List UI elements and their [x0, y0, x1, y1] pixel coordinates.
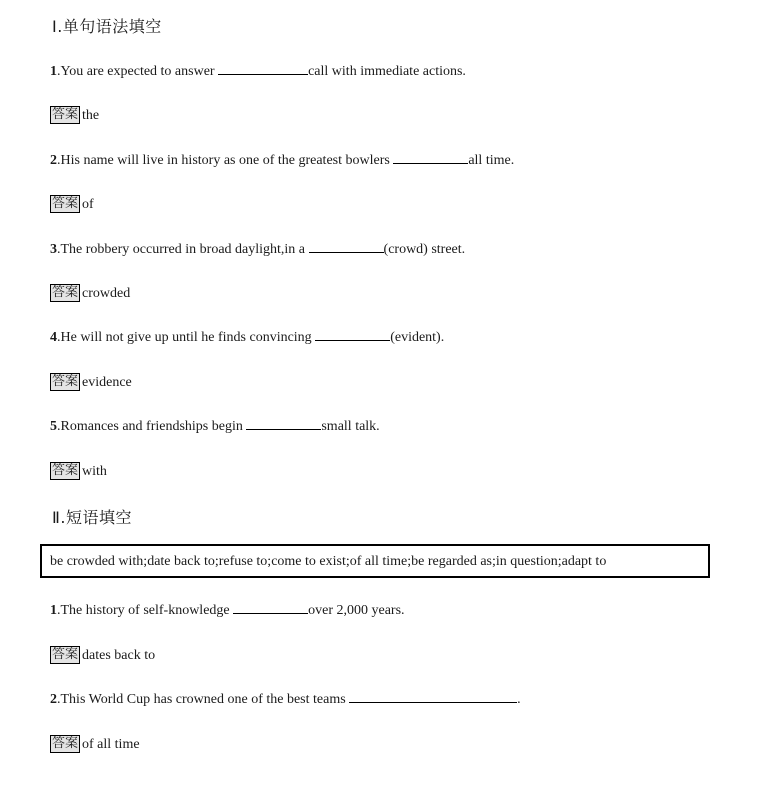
question-number: 4 — [50, 330, 57, 345]
question-1 — [50, 62, 466, 80]
answer-text: dates back to — [82, 648, 156, 663]
answer-5 — [50, 462, 107, 480]
answer-text: with — [82, 464, 107, 479]
question-text-after: call with immediate actions. — [308, 64, 466, 79]
answer-blank — [218, 62, 308, 75]
answer-blank — [246, 417, 321, 430]
question-text-before: .The history of self-knowledge — [57, 603, 234, 618]
answer-label: 答案 — [52, 647, 79, 662]
question-text-after: . — [517, 692, 521, 707]
answer-blank — [393, 151, 468, 164]
answer-text: the — [82, 108, 100, 123]
question-text-before: .His name will live in history as one of the greatest bowlers — [57, 153, 394, 168]
answer-text: of — [82, 197, 94, 212]
question-2 — [50, 151, 514, 169]
question-text-after: over 2,000 years. — [308, 603, 405, 618]
answer-text: evidence — [82, 375, 132, 390]
question-text-after: (crowd) street. — [383, 242, 466, 257]
question-4 — [50, 328, 444, 346]
phrase-question-2 — [50, 690, 521, 708]
question-number: 1 — [50, 64, 57, 79]
phrase-bank-text: be crowded with;date back to;refuse to;come to exist;of all time;be regarded as;in question;adapt to — [50, 554, 607, 569]
question-text-before: .This World Cup has crowned one of the best teams — [57, 692, 350, 707]
question-number: 5 — [50, 419, 57, 434]
section-1-heading: Ⅰ.单句语法填空 — [52, 17, 162, 36]
question-number: 2 — [50, 153, 57, 168]
answer-label: 答案 — [52, 196, 79, 211]
answer-label: 答案 — [52, 374, 79, 389]
question-5 — [50, 417, 380, 435]
question-text-after: all time. — [468, 153, 515, 168]
answer-2 — [50, 195, 94, 213]
answer-text: crowded — [82, 286, 131, 301]
question-text-after: small talk. — [321, 419, 380, 434]
answer-4 — [50, 373, 132, 391]
question-text-before: .He will not give up until he finds convincing — [57, 330, 316, 345]
phrase-answer-2 — [50, 735, 140, 753]
answer-1 — [50, 106, 99, 124]
question-text-before: .You are expected to answer — [57, 64, 219, 79]
phrase-bank-box — [40, 544, 710, 578]
section-2-heading: Ⅱ.短语填空 — [52, 508, 132, 527]
phrase-question-1 — [50, 601, 405, 619]
answer-label: 答案 — [52, 285, 79, 300]
answer-label: 答案 — [52, 736, 79, 751]
answer-text: of all time — [82, 737, 140, 752]
question-text-before: .The robbery occurred in broad daylight,in a — [57, 242, 309, 257]
question-text-after: (evident). — [390, 330, 445, 345]
question-text-before: .Romances and friendships begin — [57, 419, 247, 434]
question-number: 2 — [50, 692, 57, 707]
answer-blank — [233, 601, 308, 614]
question-number: 3 — [50, 242, 57, 257]
phrase-answer-1 — [50, 646, 155, 664]
answer-blank — [309, 240, 384, 253]
question-3 — [50, 240, 465, 258]
question-number: 1 — [50, 603, 57, 618]
answer-label: 答案 — [52, 107, 79, 122]
answer-label: 答案 — [52, 463, 79, 478]
answer-3 — [50, 284, 130, 302]
answer-blank — [315, 328, 390, 341]
answer-blank — [349, 690, 517, 703]
